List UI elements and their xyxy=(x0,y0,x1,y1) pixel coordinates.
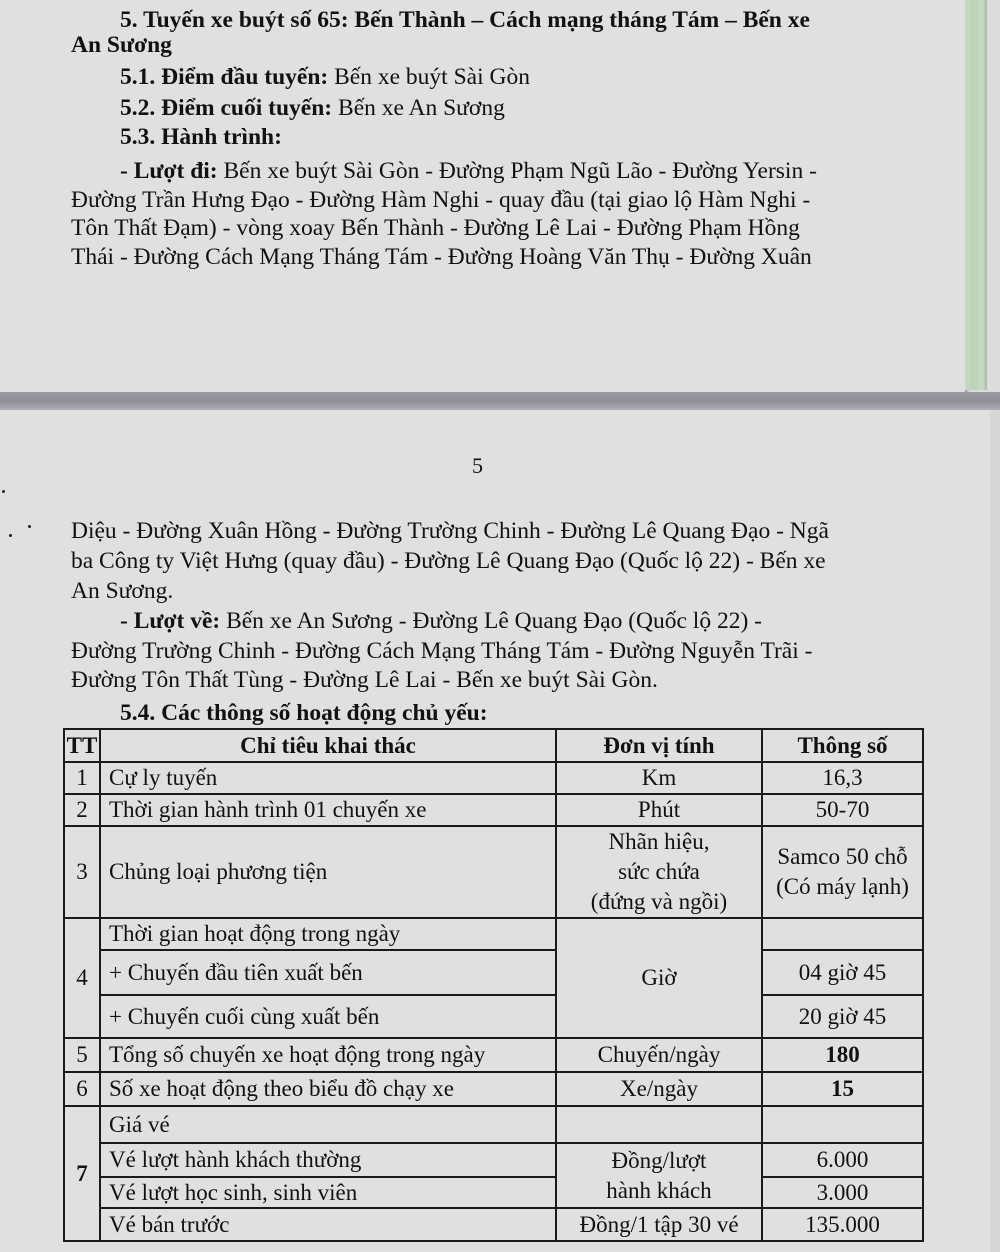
row-index: 1 xyxy=(64,762,100,794)
row-name: Cự ly tuyến xyxy=(100,762,556,794)
row-name: Thời gian hoạt động trong ngày xyxy=(100,918,556,950)
outbound-text: Bến xe buýt Sài Gòn - Đường Phạm Ngũ Lão - Đường Yersin - xyxy=(217,158,817,184)
section-title-line-1 xyxy=(120,6,888,34)
header-indicator: Chỉ tiêu khai thác xyxy=(100,729,556,762)
inbound-label: - Lượt về: xyxy=(120,608,221,634)
table-subrow xyxy=(64,1143,923,1177)
table-subrow xyxy=(64,995,923,1038)
table-subrow xyxy=(64,950,923,995)
table-row xyxy=(64,1106,923,1143)
row-value xyxy=(762,826,923,918)
row-value xyxy=(762,1106,923,1143)
inbound-text: Bến xe An Sương - Đường Lê Quang Đạo (Quốc lộ 22) - xyxy=(220,608,762,634)
row-index: 2 xyxy=(64,794,100,826)
row-value xyxy=(762,918,923,950)
table-row xyxy=(64,826,923,918)
row-name: + Chuyến cuối cùng xuất bến xyxy=(100,995,556,1038)
params-heading: 5.4. Các thông số hoạt động chủ yếu: xyxy=(120,700,488,726)
route-heading: 5.3. Hành trình: xyxy=(120,124,282,150)
row-value: 135.000 xyxy=(762,1208,923,1241)
row-index: 7 xyxy=(64,1106,100,1241)
row-value: 04 giờ 45 xyxy=(762,950,923,995)
table-header-row xyxy=(64,729,923,762)
start-point-label: 5.1. Điểm đầu tuyến: xyxy=(120,64,329,90)
header-tt: TT xyxy=(64,729,100,762)
unit-line: sức chứa xyxy=(618,859,700,884)
row-unit: Xe/ngày xyxy=(556,1072,762,1106)
row-index: 5 xyxy=(64,1038,100,1072)
row-unit xyxy=(556,826,762,918)
row-value: 16,3 xyxy=(762,762,923,794)
outbound-line-1: Đường Trần Hưng Đạo - Đường Hàm Nghi - quay đầu (tại giao lộ Hàm Nghi - xyxy=(71,187,811,213)
row-name: Thời gian hành trình 01 chuyến xe xyxy=(100,794,556,826)
table-row xyxy=(64,918,923,950)
table-row xyxy=(64,794,923,826)
scan-speck xyxy=(28,525,31,528)
params-table xyxy=(63,728,924,1242)
inbound-line-2: Đường Tôn Thất Tùng - Đường Lê Lai - Bến xe buýt Sài Gòn. xyxy=(71,667,658,693)
row-value: 50-70 xyxy=(762,794,923,826)
row-value: 15 xyxy=(762,1072,923,1106)
inbound-line-1: Đường Trường Chinh - Đường Cách Mạng Tháng Tám - Đường Nguyễn Trãi - xyxy=(71,638,813,664)
viewer-margin xyxy=(990,410,1000,1252)
outbound-line-2: Tôn Thất Đạm) - vòng xoay Bến Thành - Đường Lê Lai - Đường Phạm Hồng xyxy=(71,215,800,241)
row-unit: Km xyxy=(556,762,762,794)
row-unit xyxy=(556,1106,762,1143)
scan-speck xyxy=(2,490,5,493)
row-name: Giá vé xyxy=(100,1106,556,1143)
end-point xyxy=(120,94,505,122)
table-row xyxy=(64,762,923,794)
inbound-line-0 xyxy=(120,607,762,635)
start-point xyxy=(120,63,530,91)
row-unit: Đồng/1 tập 30 vé xyxy=(556,1208,762,1241)
table-row xyxy=(64,1038,923,1072)
row-name: Chủng loại phương tiện xyxy=(100,826,556,918)
header-unit: Đơn vị tính xyxy=(556,729,762,762)
row-unit: Chuyến/ngày xyxy=(556,1038,762,1072)
table-subrow xyxy=(64,1208,923,1241)
row-name: Số xe hoạt động theo biểu đồ chạy xe xyxy=(100,1072,556,1106)
outbound-line-3: Thái - Đường Cách Mạng Tháng Tám - Đường Hoàng Văn Thụ - Đường Xuân xyxy=(71,244,812,270)
outbound-line-0 xyxy=(120,157,888,185)
row-index: 4 xyxy=(64,918,100,1038)
scan-speck xyxy=(9,534,12,537)
value-line: (Có máy lạnh) xyxy=(776,874,909,899)
row-value: 180 xyxy=(762,1038,923,1072)
page-separator xyxy=(0,392,1000,410)
outbound-label: - Lượt đi: xyxy=(120,158,218,184)
value-line: Samco 50 chỗ xyxy=(777,844,908,869)
row-value: 20 giờ 45 xyxy=(762,995,923,1038)
start-point-value: Bến xe buýt Sài Gòn xyxy=(328,64,530,90)
outbound-line-4: Diệu - Đường Xuân Hồng - Đường Trường Chinh - Đường Lê Quang Đạo - Ngã xyxy=(71,518,829,544)
table-row xyxy=(64,1072,923,1106)
unit-line: hành khách xyxy=(606,1177,712,1203)
row-name: Vé lượt hành khách thường xyxy=(100,1143,556,1177)
section-title-line-2: An Sương xyxy=(71,32,172,58)
row-unit: Giờ xyxy=(556,918,762,1038)
row-unit xyxy=(556,1143,762,1208)
row-value: 6.000 xyxy=(762,1143,923,1177)
end-point-value: Bến xe An Sương xyxy=(332,95,505,121)
page-number: 5 xyxy=(472,453,483,478)
row-name: Vé lượt học sinh, sinh viên xyxy=(100,1177,556,1208)
outbound-line-5: ba Công ty Việt Hưng (quay đầu) - Đường Lê Quang Đạo (Quốc lộ 22) - Bến xe xyxy=(71,548,826,574)
row-index: 6 xyxy=(64,1072,100,1106)
section-title-text: 5. Tuyến xe buýt số 65: Bến Thành – Cách mạng tháng Tám – Bến xe xyxy=(120,7,810,33)
unit-line: Nhãn hiệu, xyxy=(608,829,710,854)
row-index: 3 xyxy=(64,826,100,918)
outbound-line-6: An Sương. xyxy=(71,578,174,604)
row-name: Tổng số chuyến xe hoạt động trong ngày xyxy=(100,1038,556,1072)
page-edge-tint xyxy=(965,0,987,390)
unit-line: (đứng và ngồi) xyxy=(590,889,728,914)
row-unit: Phút xyxy=(556,794,762,826)
row-value: 3.000 xyxy=(762,1177,923,1208)
header-value: Thông số xyxy=(762,729,923,762)
end-point-label: 5.2. Điểm cuối tuyến: xyxy=(120,95,333,121)
table-subrow xyxy=(64,1177,923,1208)
row-name: Vé bán trước xyxy=(100,1208,556,1241)
row-name: + Chuyến đầu tiên xuất bến xyxy=(100,950,556,995)
unit-line: Đồng/lượt xyxy=(611,1147,707,1173)
